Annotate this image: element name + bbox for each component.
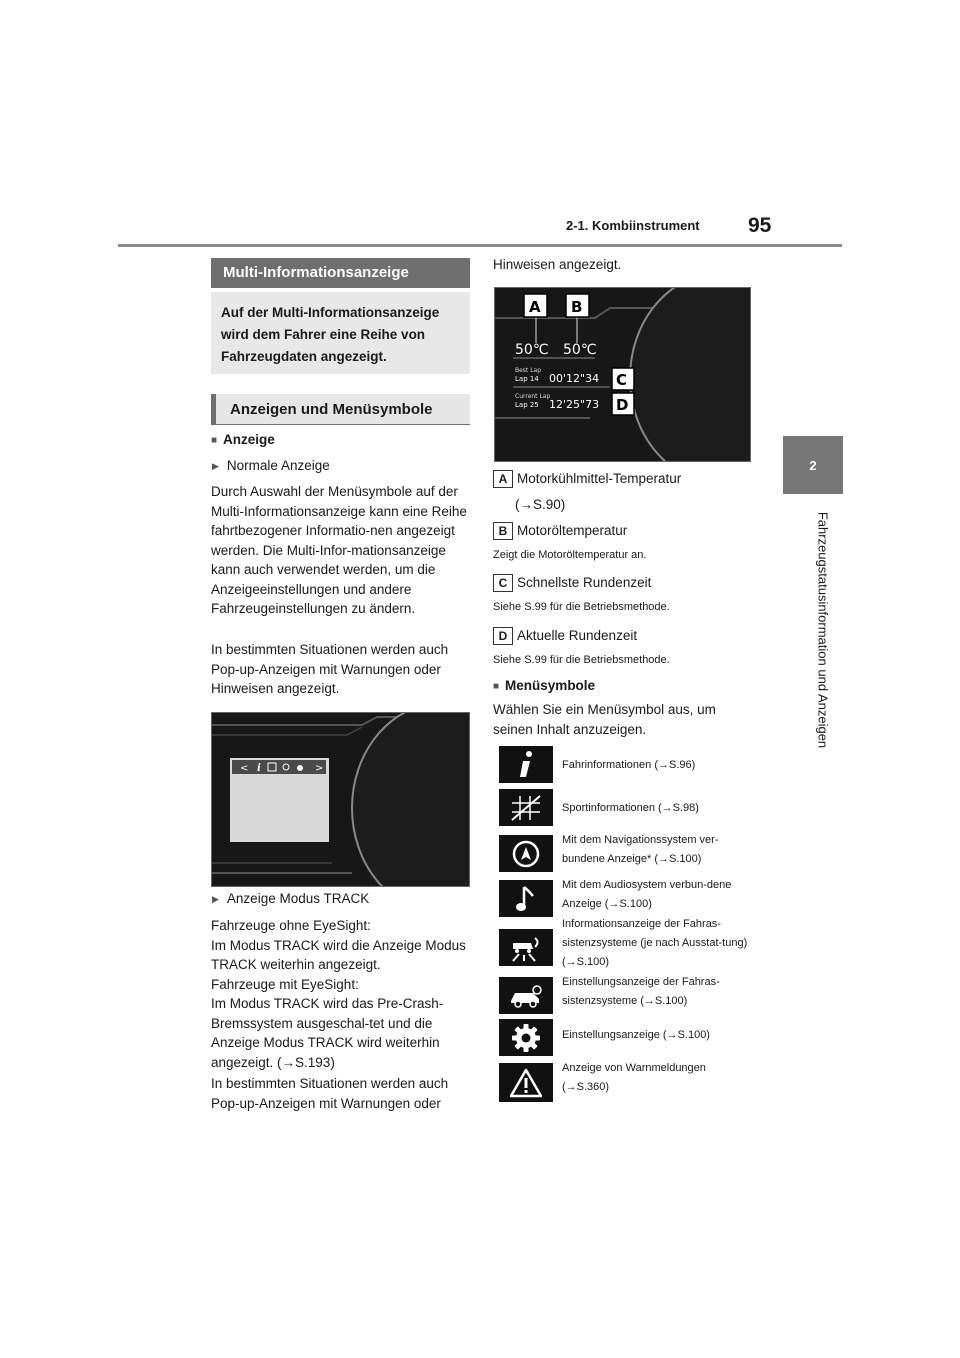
coolant-temp-readout: 50℃ [515,342,549,358]
item-b-note: Zeigt die Motoröltemperatur an. [493,548,647,561]
svg-text:<: < [240,763,249,774]
callout-a: A [529,298,541,316]
callout-d: D [616,396,629,414]
item-a-ref: (→S.90) [515,496,566,512]
item-a-title: Motorkühlmittel-Temperatur [517,471,682,486]
item-d-letter: D [493,627,513,645]
best-lap-number: Lap 14 [515,375,539,383]
gear-icon [499,1019,553,1056]
navigation-icon [499,835,553,872]
svg-text:>: > [315,763,324,774]
driver-assist-settings-icon [499,977,553,1014]
item-a-letter: A [493,470,513,488]
chapter-tab: 2 [783,436,843,494]
normal-display-graphic [212,713,469,886]
callout-c: C [616,371,628,389]
menu-label-sport-info: Sportinformationen (→S.98) [562,802,699,814]
menu-label-driving-info: Fahrinformationen (→S.96) [562,759,696,771]
page-number: 95 [748,214,772,237]
chapter-title [813,510,833,750]
menu-label-settings: Einstellungsanzeige (→S.100) [562,1029,710,1041]
current-lap-time: 12'25"73 [549,398,600,411]
item-c-letter: C [493,574,513,592]
callout-b: B [571,298,583,316]
item-d [493,626,753,666]
menu-label-audio: Mit dem Audiosystem verbun-dene Anzeige (→S.100) [562,879,732,910]
item-b [493,521,753,561]
menu-label-assist-settings: Einstellungsanzeige der Fahras-sistenzsysteme (→S.100) [562,976,720,1007]
track-display-label: ▶ Anzeige Modus TRACK [212,891,369,906]
paragraph-1: Durch Auswahl der Menüsymbole auf der Multi-Informationsanzeige kann eine Reihe fahrtbezogener Informatio-nen angezeigt werden. Die Multi-Infor-mationsanzeige kann auch verwendet werden, um die Anzeigeeinstellungen und andere Fahrzeugeinstellungen zu ändern. [211,484,467,616]
item-b-letter: B [493,522,513,540]
paragraph-2: In bestimmten Situationen werden auch Pop-up-Anzeigen mit Warnungen oder Hinweisen angezeigt. [211,642,449,696]
chapter-title-text: Fahrzeugstatusinformation und Anzeigen [815,511,831,749]
item-b-title: Motoröltemperatur [517,523,628,538]
item-c-note: Siehe S.99 für die Betriebsmethode. [493,600,670,613]
anzeige-heading: ■ Anzeige [211,432,275,447]
continued-text: Hinweisen angezeigt. [493,257,622,272]
menu-intro: Wählen Sie ein Menüsymbol aus, um seinen Inhalt anzuzeigen. [493,702,716,737]
sport-grid-icon [499,789,553,826]
section-title: 2-1. Kombiinstrument [566,218,700,233]
music-note-icon [499,880,553,917]
best-lap-label: Best Lap [515,367,542,374]
item-c [493,573,753,613]
best-lap-time: 00'12"34 [549,372,600,385]
item-c-title: Schnellste Rundenzeit [517,575,652,590]
heading-anzeigen: Anzeigen und Menüsymbole [211,394,470,425]
svg-text:i: i [257,763,261,774]
normal-display-label: ▶ Normale Anzeige [212,458,330,473]
intro-box: Auf der Multi-Informationsanzeige wird dem Fahrer eine Reihe von Fahrzeugdaten angezeigt. [211,292,470,374]
warning-icon [499,1063,553,1102]
info-icon [499,746,553,783]
menu-label-warnings: Anzeige von Warnmeldungen (→S.360) [562,1062,706,1093]
item-a [493,469,753,514]
paragraph-4: In bestimmten Situationen werden auch Pop-up-Anzeigen mit Warnungen oder [211,1076,449,1111]
header-rule [118,244,842,247]
item-d-note: Siehe S.99 für die Betriebsmethode. [493,653,670,666]
oil-temp-readout: 50℃ [563,342,597,358]
driver-assist-info-icon [499,929,553,966]
normal-display-image [211,712,470,887]
current-lap-number: Lap 25 [515,401,539,409]
heading-multi-info: Multi-Informationsanzeige [211,258,470,288]
item-d-title: Aktuelle Rundenzeit [517,628,638,643]
current-lap-label: Current Lap [515,393,551,400]
menu-label-assist-info: Informationsanzeige der Fahras-sistenzsysteme (je nach Ausstat-tung) (→S.100) [562,918,748,968]
paragraph-3: Fahrzeuge ohne EyeSight: Im Modus TRACK wird die Anzeige Modus TRACK weiterhin angezeigt. Fahrzeuge mit EyeSight: Im Modus TRACK wird das Pre-Crash-Bremssystem ausgeschal-tet und die Anzeige Modus TRACK wird weiterhin angezeigt. (→S.193) [211,918,466,1070]
menu-label-navigation: Mit dem Navigationssystem ver-bundene Anzeige* (→S.100) [562,834,719,865]
track-display-graphic [495,288,750,461]
menu-heading: ■ Menüsymbole [493,678,595,693]
track-display-image [494,287,751,462]
